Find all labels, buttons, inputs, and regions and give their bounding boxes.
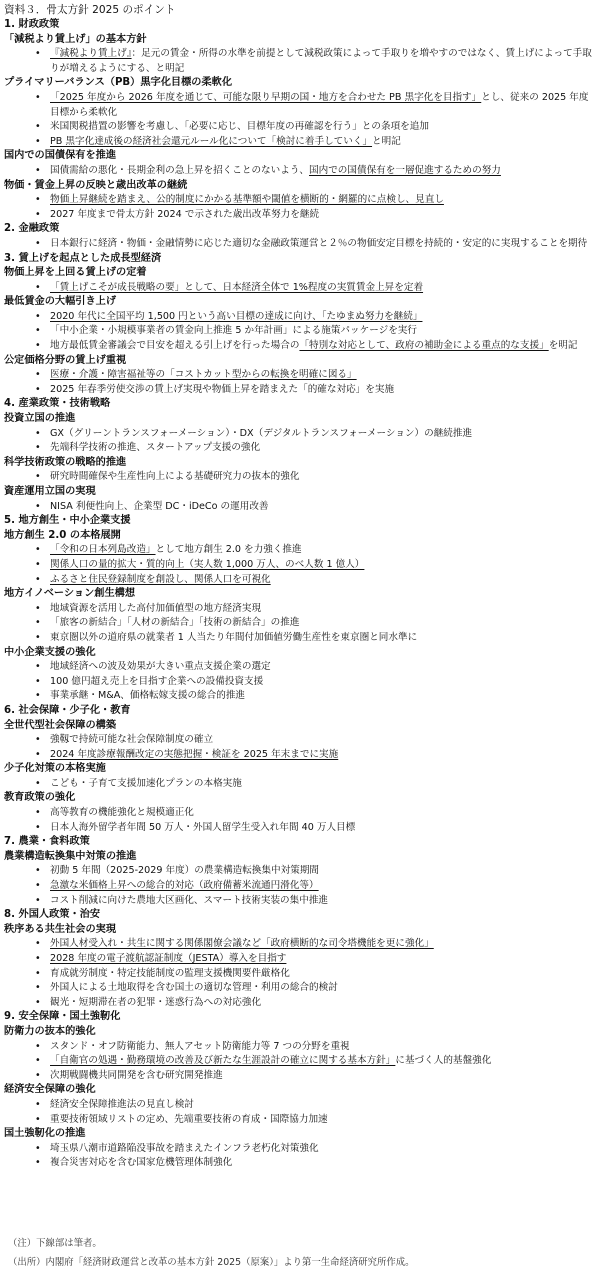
item-text: 経済安全保障推進法の見直し検討 <box>50 1098 194 1110</box>
section-heading: 5. 地方創生・中小企業支援 <box>4 515 131 527</box>
section-heading: 1. 財政政策 <box>4 19 60 30</box>
item-text: 「中小企業・小規模事業者の賃金向上推進 5 か年計画」による施策パッケージを実行 <box>50 325 417 337</box>
bullet-item <box>4 558 596 573</box>
bullet-item <box>4 689 596 704</box>
bullet-item <box>4 660 596 675</box>
item-text: スタンド・オフ防衛能力、無人アセット防衛能力等 7 つの分野を重視 <box>50 1040 350 1052</box>
item-text: 埼玉県八潮市道路陥没事故を踏まえたインフラ老朽化対策強化 <box>50 1142 319 1154</box>
underlined-text: 「令和の日本列島改造」 <box>50 544 156 556</box>
subsection-heading: 教育政策の強化 <box>4 792 76 804</box>
item-text: コスト削減に向けた農地大区画化、スマート技術実装の集中推進 <box>50 894 329 906</box>
bullet-item <box>4 500 596 515</box>
underlined-text: 2028 年度の電子渡航認証制度（JESTA）導入を目指す <box>50 953 287 964</box>
subsection-heading: 資産運用立国の実現 <box>4 486 96 497</box>
bullet-item <box>4 573 596 588</box>
bullet-item <box>4 91 596 120</box>
bullet-list <box>4 164 596 179</box>
bullet-item <box>4 135 596 150</box>
bullet-item <box>4 821 596 836</box>
bullet-item <box>4 675 596 690</box>
bullet-list <box>4 1040 596 1084</box>
item-text: 日本銀行に経済・物価・金融情勢に応じた適切な金融政策運営と２％の物価安定目標を持続的・安定的に実現することを期待 <box>50 237 588 249</box>
underlined-text: 2024 年度診療報酬改定の実態把握・検証を 2025 年末までに実施 <box>50 748 339 760</box>
bullet-item <box>4 777 596 792</box>
item-text: 先端科学技術の推進、スタートアップ支援の強化 <box>50 442 261 454</box>
bullet-list <box>4 1098 596 1127</box>
bullet-list <box>4 237 596 252</box>
underlined-text: 国内での国債保有を一層促進するための努力 <box>309 164 501 176</box>
bullet-item <box>4 631 596 646</box>
item-text: 地方最低賃金審議会で目安を超える引上げを行った場合の <box>50 340 300 352</box>
bullet-list <box>4 470 596 485</box>
item-text: NISA 利便性向上、企業型 DC・iDeCo の運用改善 <box>50 500 269 512</box>
bullet-list <box>4 543 596 587</box>
subsection-heading: 地方創生 2.0 の本格展開 <box>4 529 121 541</box>
bullet-list <box>4 500 596 515</box>
bullet-item <box>4 748 596 763</box>
underlined-text: 関係人口の量的拡大・質的向上（実人数 1,000 万人、のべ人数 1 億人） <box>50 558 365 570</box>
underlined-text: 外国人材受入れ・共生に関する関係閣僚会議など「政府横断的な司令塔機能を更に強化」 <box>50 938 434 950</box>
underlined-text: 『減税より賃上げ』 <box>50 48 132 60</box>
source-note: （出所）内閣府「経済財政運営と改革の基本方針 2025（原案）」より第一生命経済研究所作成。 <box>8 1257 415 1268</box>
bullet-list <box>4 806 596 835</box>
bullet-list <box>4 193 596 222</box>
bullet-item <box>4 281 596 296</box>
footnote: （注）下線部は筆者。 <box>8 1238 102 1249</box>
bullet-list <box>4 733 596 762</box>
item-text: 重要技術領域リストの定め、先端重要技術の育成・国際協力加速 <box>50 1113 328 1125</box>
item-text: として地方創生 2.0 を力強く推進 <box>155 544 302 556</box>
subsection-heading: 国内での国債保有を推進 <box>4 150 117 162</box>
bullet-list <box>4 427 596 456</box>
subsection-heading: 防衛力の抜本的強化 <box>4 1025 96 1037</box>
underlined-text: 「2025 年度から 2026 年度を通じて、可能な限り早期の国・地方を合わせた PB 黒字化を目指す」 <box>50 91 482 103</box>
subsection-heading: 投資立国の推進 <box>4 413 76 425</box>
bullet-item <box>4 1040 596 1055</box>
subsection-heading: 科学技術政策の戦略的推進 <box>4 456 127 468</box>
item-text: 2025 年春季労使交渉の賃上げ実現や物価上昇を踏まえた「的確な対応」を実施 <box>50 383 395 395</box>
bullet-item <box>4 894 596 909</box>
bullet-item <box>4 1098 596 1113</box>
underlined-text: 医療・介護・障害福祉等の「コストカット型からの転換を明確に図る」 <box>50 369 357 381</box>
bullet-item <box>4 193 596 208</box>
bullet-list <box>4 91 596 149</box>
underlined-text: 「自衛官の処遇・勤務環境の改善及び新たな生涯設計の確立に関する基本方針」 <box>50 1055 396 1067</box>
bullet-list <box>4 1142 596 1171</box>
bullet-item <box>4 864 596 879</box>
item-text: と明記 <box>372 135 401 147</box>
bullet-item <box>4 310 596 325</box>
underlined-text: PB 黒字化達成後の経済社会還元ルール化について「検討に着手していく」 <box>50 135 373 147</box>
underlined-text: 「特別な対応として、政府の補助金による重点的な支援」 <box>299 340 549 352</box>
subsection-heading: 秩序ある共生社会の実現 <box>4 923 117 935</box>
bullet-list <box>4 368 596 397</box>
item-text: こども・子育て支援加速化プランの本格実施 <box>50 777 242 789</box>
item-text: GX（グリーントランスフォーメーション）・DX（デジタルトランスフォーメーション）の継続推進 <box>50 427 473 439</box>
bullet-list <box>4 47 596 76</box>
underlined-text: ふるさと住民登録制度を創設し、関係人口を可視化 <box>50 573 271 585</box>
item-text: 高等教育の機能強化と規模適正化 <box>50 807 194 819</box>
section-heading: 2. 金融政策 <box>4 223 60 235</box>
bullet-item <box>4 806 596 821</box>
bullet-item <box>4 1054 596 1069</box>
subsection-heading: プライマリーバランス（PB）黒字化目標の柔軟化 <box>4 77 233 89</box>
subsection-heading: 物価上昇を上回る賃上げの定着 <box>4 267 147 279</box>
bullet-list <box>4 310 596 354</box>
item-text: 日本人海外留学者年間 50 万人・外国人留学生受入れ年間 40 万人目標 <box>50 821 356 833</box>
underlined-text: 物価上昇継続を踏まえ、公的制度にかかる基準額や閾値を横断的・網羅的に点検し、見直し <box>50 194 444 206</box>
document-body <box>4 18 596 1171</box>
section-heading: 6. 社会保障・少子化・教育 <box>4 704 131 716</box>
subsection-heading: 少子化対策の本格実施 <box>4 763 106 775</box>
bullet-item <box>4 733 596 748</box>
underlined-text: 急激な米価格上昇への総合的対応（政府備蓄米流通円滑化等） <box>50 880 319 892</box>
bullet-item <box>4 879 596 894</box>
section-heading: 4. 産業政策・技術戦略 <box>4 398 111 410</box>
bullet-item <box>4 1069 596 1084</box>
item-text: を明記 <box>548 340 578 352</box>
subsection-heading: 国土強靭化の推進 <box>4 1128 86 1140</box>
item-text: 観光・短期滞在者の犯罪・迷惑行為への対応強化 <box>50 996 262 1008</box>
item-text: 100 億円超え売上を目指す企業への設備投資支援 <box>50 675 264 687</box>
bullet-item <box>4 368 596 383</box>
item-text: 強靱で持続可能な社会保障制度の確立 <box>50 734 214 746</box>
item-text: 事業承継・M&A、価格転嫁支援の総合的推進 <box>50 690 246 702</box>
item-text: 2027 年度まで骨太方針 2024 で示された歳出改革努力を継続 <box>50 208 320 220</box>
item-text: 外国人による土地取得を含む国土の適切な管理・利用の総合的検討 <box>50 982 338 994</box>
bullet-item <box>4 616 596 631</box>
bullet-item <box>4 339 596 354</box>
bullet-item <box>4 47 596 76</box>
bullet-item <box>4 427 596 442</box>
item-text: 「旅客の新結合」「人材の新結合」「技術の新結合」の推進 <box>50 617 300 629</box>
bullet-item <box>4 470 596 485</box>
item-text: 複合災害対応を含む国家危機管理体制強化 <box>50 1157 233 1169</box>
section-heading: 3. 賃上げを起点とした成長型経済 <box>4 252 162 264</box>
bullet-item <box>4 996 596 1011</box>
section-heading: 9. 安全保障・国土強靭化 <box>4 1011 121 1023</box>
bullet-item <box>4 324 596 339</box>
item-text: 研究時間確保や生産性向上による基礎研究力の抜本的強化 <box>50 471 300 483</box>
document-title: 資料３．骨太方針 2025 のポイント <box>4 4 176 16</box>
item-text: とし、従来の 2025 年度目標から柔軟化 <box>50 91 589 118</box>
item-text: 育成就労制度・特定技能制度の監理支援機関要件厳格化 <box>50 967 290 979</box>
bullet-item <box>4 441 596 456</box>
bullet-item <box>4 208 596 223</box>
item-text: 米国関税措置の影響を考慮し、「必要に応じ、目標年度の再確認を行う」との条項を追加 <box>50 121 429 133</box>
item-text: 地域経済への波及効果が大きい重点支援企業の選定 <box>50 661 271 673</box>
item-text: 初動 5 年間（2025-2029 年度）の農業構造転換集中対策期間 <box>50 865 320 877</box>
item-text: 地域資源を活用した高付加価値型の地方経済実現 <box>50 602 262 614</box>
bullet-item <box>4 981 596 996</box>
bullet-list <box>4 660 596 704</box>
bullet-list <box>4 864 596 908</box>
underlined-text: 「賃上げこそが成長戦略の要」として、日本経済全体で 1%程度の実質賃金上昇を定着 <box>50 281 424 293</box>
item-text: 国債需給の悪化・長期金利の急上昇を招くことのないよう、 <box>50 164 310 176</box>
bullet-item <box>4 967 596 982</box>
subsection-heading: 農業構造転換集中対策の推進 <box>4 850 137 862</box>
subsection-heading: 中小企業支援の強化 <box>4 646 96 658</box>
item-text: ：足元の賃金・所得の水準を前提として減税政策によって手取りを増やすのではなく、賃上げによって手取りが増えるようにする、と明記 <box>50 48 592 74</box>
subsection-heading: 地方イノベーション創生構想 <box>4 588 136 600</box>
item-text: 東京圏以外の道府県の就業者 1 人当たり年間付加価値労働生産性を東京圏と同水準に <box>50 631 418 643</box>
item-text: 次期戦闘機共同開発を含む研究開発推進 <box>50 1069 223 1081</box>
bullet-item <box>4 543 596 558</box>
subsection-heading: 最低賃金の大幅引き上げ <box>4 296 117 308</box>
bullet-item <box>4 237 596 252</box>
section-heading: 8. 外国人政策・治安 <box>4 909 101 921</box>
bullet-list <box>4 281 596 296</box>
bullet-item <box>4 383 596 398</box>
subsection-heading: 「減税より賃上げ」の基本方針 <box>4 33 147 45</box>
item-text: に基づく人的基盤強化 <box>395 1055 492 1067</box>
bullet-list <box>4 937 596 1010</box>
subsection-heading: 物価・賃金上昇の反映と歳出改革の継続 <box>4 179 188 191</box>
bullet-item <box>4 602 596 617</box>
subsection-heading: 公定価格分野の賃上げ重視 <box>4 354 127 366</box>
bullet-list <box>4 777 596 792</box>
bullet-item <box>4 1113 596 1128</box>
bullet-item <box>4 1156 596 1171</box>
bullet-item <box>4 952 596 967</box>
subsection-heading: 経済安全保障の強化 <box>4 1084 96 1096</box>
section-heading: 7. 農業・食料政策 <box>4 836 90 848</box>
underlined-text: 2020 年代に全国平均 1,500 円という高い目標の達成に向け、「たゆまぬ努力を継続」 <box>50 310 423 322</box>
bullet-item <box>4 164 596 179</box>
bullet-item <box>4 1142 596 1157</box>
bullet-item <box>4 937 596 952</box>
bullet-list <box>4 602 596 646</box>
subsection-heading: 全世代型社会保障の構築 <box>4 719 117 731</box>
bullet-item <box>4 120 596 135</box>
